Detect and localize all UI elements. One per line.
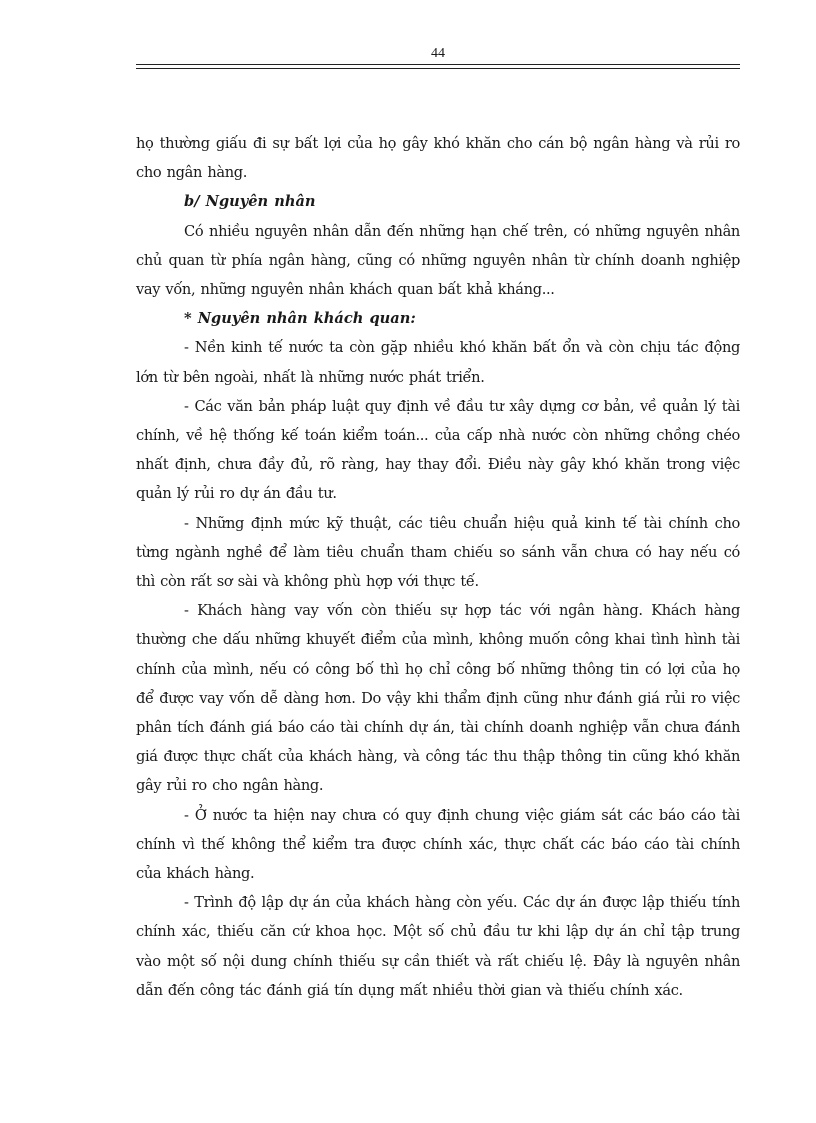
- paragraph-project-preparation: - Trình độ lập dự án của khách hàng còn yếu. Các dự án được lập thiếu tính chính xác, thiếu căn cứ khoa học. Một số chủ đầu tư khi lập dự án chỉ tập trung vào một số nội dung chính thiếu sự cần thiết và rất chiếu lệ. Đây là nguyên nhân dẫn đến công tác đánh giá tín dụng mất nhiều thời gian và thiếu chính xác.: [136, 894, 740, 999]
- paragraph-economy: - Nền kinh tế nước ta còn gặp nhiều khó khăn bất ổn và còn chịu tác động lớn từ bên ngoài, nhất là những nước phát triển.: [136, 339, 740, 386]
- paragraph-continuation: họ thường giấu đi sự bất lợi của họ gây khó khăn cho cán bộ ngân hàng và rủi ro cho ngân hàng.: [136, 135, 740, 182]
- paragraph-customer-cooperation: - Khách hàng vay vốn còn thiếu sự hợp tác với ngân hàng. Khách hàng thường che dấu những khuyết điểm của mình, không muốn công khai tình hình tài chính của mình, nếu có công bố thì họ chỉ công bố những thông tin có lợi của họ để được vay vốn dễ dàng hơn. Do vậy khi thẩm định cũng như đánh giá rủi ro việc phân tích đánh giá báo cáo tài chính dự án, tài chính doanh nghiệp vẫn chưa đánh giá được thực chất của khách hàng, và công tác thu thập thông tin cũng khó khăn gây rủi ro cho ngân hàng.: [136, 602, 740, 795]
- paragraph-financial-supervision: - Ở nước ta hiện nay chưa có quy định chung việc giám sát các báo cáo tài chính vì thế không thể kiểm tra được chính xác, thực chất các báo cáo tài chính của khách hàng.: [136, 806, 740, 883]
- section-heading-objective-causes: * Nguyên nhân khách quan:: [184, 310, 416, 328]
- paragraph-technical-norms: - Những định mức kỹ thuật, các tiêu chuẩn hiệu quả kinh tế tài chính cho từng ngành nghề để làm tiêu chuẩn tham chiếu so sánh vẫn chưa có hay nếu có thì còn rất sơ sài và không phù hợp với thực tế.: [136, 514, 740, 591]
- section-heading-causes: b/ Nguyên nhân: [184, 193, 316, 211]
- document-body: [136, 129, 740, 1005]
- page-number: 44: [431, 46, 445, 61]
- paragraph-causes-intro: Có nhiều nguyên nhân dẫn đến những hạn chế trên, có những nguyên nhân chủ quan từ phía ngân hàng, cũng có những nguyên nhân từ chính doanh nghiệp vay vốn, những nguyên nhân khách quan bất khả kháng...: [136, 222, 740, 299]
- paragraph-legal-documents: - Các văn bản pháp luật quy định về đầu tư xây dựng cơ bản, về quản lý tài chính, về hệ thống kế toán kiểm toán... của cấp nhà nước còn những chồng chéo nhất định, chưa đầy đủ, rõ ràng, hay thay đổi. Điều này gây khó khăn trong việc quản lý rủi ro dự án đầu tư.: [136, 397, 740, 503]
- header-double-rule: [136, 64, 740, 69]
